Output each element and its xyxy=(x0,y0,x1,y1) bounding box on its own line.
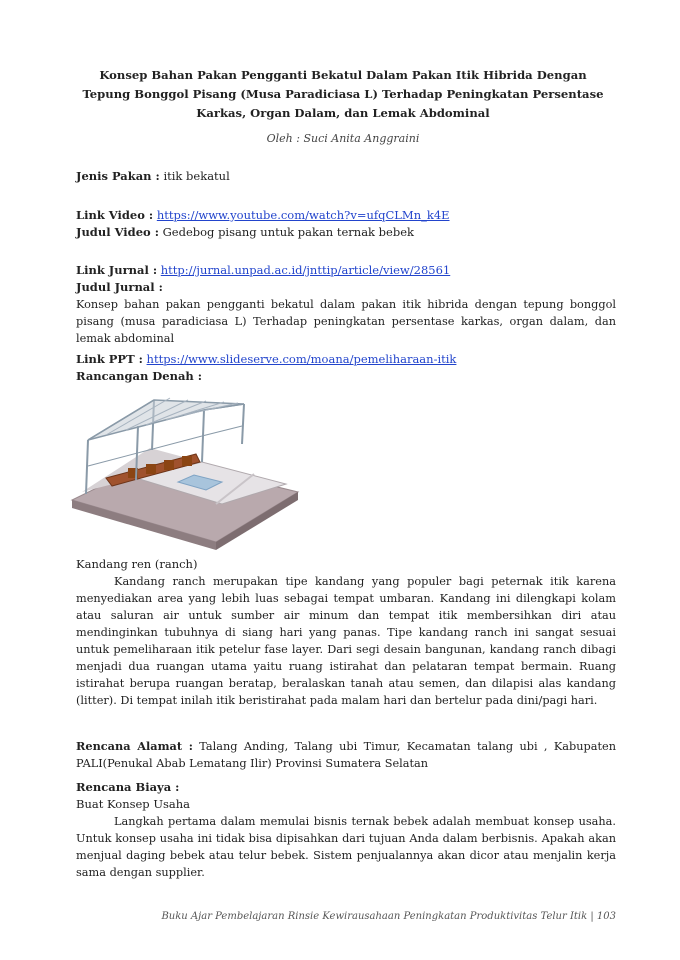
judul-video-row xyxy=(76,224,616,241)
judul-jurnal-text: Konsep bahan pakan pengganti bekatul dalam pakan itik hibrida dengan tepung bonggol pisang (musa paradiciasa L) Terhadap peningkatan persentase karkas, organ dalam, dan lemak abdominal xyxy=(76,298,616,345)
judul-video-label: Judul Video : xyxy=(76,225,159,239)
buat-konsep-heading: Buat Konsep Usaha xyxy=(76,797,191,811)
link-jurnal-row xyxy=(76,262,616,279)
judul-jurnal-row xyxy=(76,279,616,296)
jenis-pakan-label: Jenis Pakan : xyxy=(76,169,160,183)
link-video-row xyxy=(76,207,616,224)
jenis-pakan-value: itik bekatul xyxy=(163,169,230,183)
author-line: Oleh : Suci Anita Anggraini xyxy=(266,132,420,145)
link-video-url[interactable]: https://www.youtube.com/watch?v=ufqCLMn_k4E xyxy=(156,208,450,222)
link-ppt-url[interactable]: https://www.slideserve.com/moana/pemeliharaan-itik xyxy=(146,352,457,366)
ranch-house-illustration xyxy=(66,382,302,552)
rencana-alamat-text: Talang Anding, Talang ubi Timur, Kecamatan talang ubi , Kabupaten PALI(Penukal Abab Lematang Ilir) Provinsi Sumatera Selatan xyxy=(76,740,616,770)
rencana-alamat-block xyxy=(76,738,616,772)
judul-jurnal-label: Judul Jurnal : xyxy=(76,280,163,294)
jenis-pakan-row xyxy=(76,168,616,185)
rencana-biaya-row xyxy=(76,779,616,796)
rancangan-denah-label: Rancangan Denah : xyxy=(76,369,203,383)
link-ppt-label: Link PPT : xyxy=(76,352,143,366)
rencana-alamat-label: Rencana Alamat : xyxy=(76,739,193,753)
konsep-paragraph: Langkah pertama dalam memulai bisnis ternak bebek adalah membuat konsep usaha. Untuk konsep usaha ini tidak bisa dipisahkan dari tujuan Anda dalam berbisnis. Apakah akan menjual daging bebek atau telur bebek. Sistem penjualannya akan dicor atau menjalin kerja sama dengan supplier. xyxy=(76,815,616,879)
link-video-label: Link Video : xyxy=(76,208,154,222)
document-title: Konsep Bahan Pakan Pengganti Bekatul Dalam Pakan Itik Hibrida Dengan Tepung Bonggol Pisang (Musa Paradiciasa L) Terhadap Peningkatan Persentase Karkas, Organ Dalam, dan Lemak Abdominal xyxy=(82,68,604,120)
page-footer: Buku Ajar Pembelajaran Rinsie Kewirausahaan Peningkatan Produktivitas Telur Itik | 103 xyxy=(161,911,616,922)
link-jurnal-label: Link Jurnal : xyxy=(76,263,158,277)
kandang-paragraph: Kandang ranch merupakan tipe kandang yang populer bagi peternak itik karena menyediakan area yang lebih luas sebagai tempat umbaran. Kandang ini dilengkapi kolam atau saluran air untuk sumber air minum dan tempat itik membersihkan diri atau mendinginkan tubuhnya di siang hari yang panas. Tipe kandang ranch ini sangat sesuai untuk pemeliharaan itik petelur fase layer. Dari segi desain bangunan, kandang ranch dibagi menjadi dua ruangan utama yaitu ruang istirahat dan pelataran tempat bermain. Ruang istirahat berupa ruangan beratap, beralaskan tanah atau semen, dan dilapisi alas kandang (litter). Di tempat inilah itik beristirahat pada malam hari dan bertelur pada dini/pagi hari. xyxy=(76,575,616,707)
link-ppt-row xyxy=(76,351,616,368)
figure-caption: Kandang ren (ranch) xyxy=(76,557,198,571)
link-jurnal-url[interactable]: http://jurnal.unpad.ac.id/jnttip/article/view/28561 xyxy=(160,263,451,277)
rencana-biaya-label: Rencana Biaya : xyxy=(76,780,180,794)
judul-video-value: Gedebog pisang untuk pakan ternak bebek xyxy=(162,225,414,239)
